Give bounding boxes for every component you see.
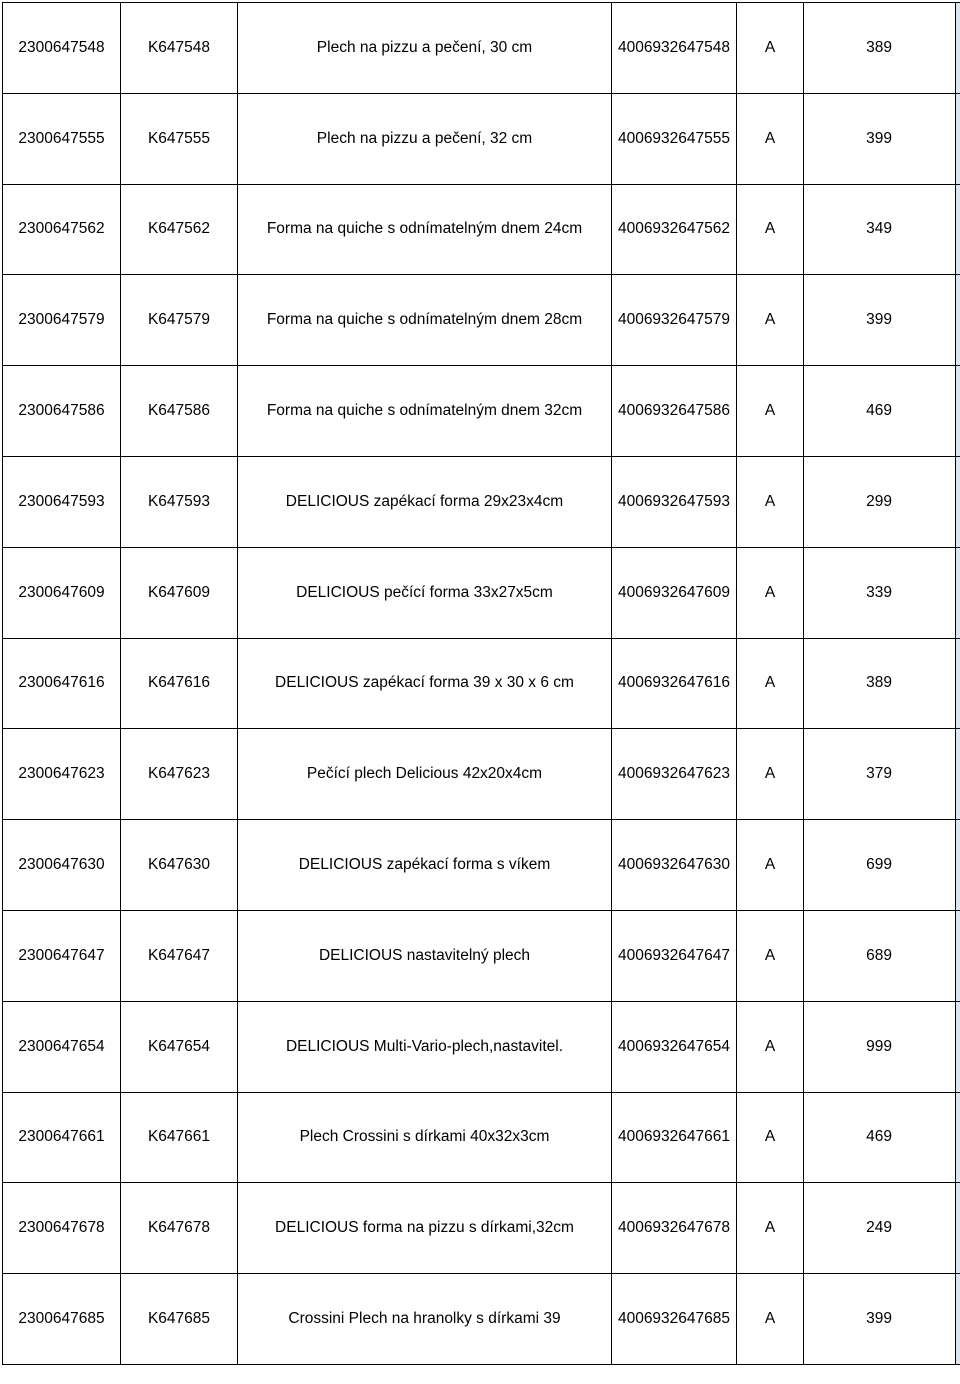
table-row bbox=[3, 729, 960, 820]
price-cell: 349 bbox=[804, 184, 956, 275]
article-number-cell: K647609 bbox=[121, 547, 238, 638]
product-code-cell: 2300647586 bbox=[3, 366, 121, 457]
table-row bbox=[3, 547, 960, 638]
product-name-cell: Plech na pizzu a pečení, 32 cm bbox=[238, 93, 612, 184]
class-cell: A bbox=[737, 366, 804, 457]
price-cell: 699 bbox=[804, 820, 956, 911]
class-cell: A bbox=[737, 1092, 804, 1183]
product-code-cell: 2300647609 bbox=[3, 547, 121, 638]
product-code-cell: 2300647678 bbox=[3, 1183, 121, 1274]
price-cell: 399 bbox=[804, 1274, 956, 1365]
product-code-cell: 2300647593 bbox=[3, 456, 121, 547]
product-code-cell: 2300647661 bbox=[3, 1092, 121, 1183]
table-row bbox=[3, 184, 960, 275]
price-cell: 399 bbox=[804, 275, 956, 366]
empty-highlight-cell bbox=[956, 820, 960, 911]
price-cell: 469 bbox=[804, 1092, 956, 1183]
article-number-cell: K647586 bbox=[121, 366, 238, 457]
product-code-cell: 2300647647 bbox=[3, 910, 121, 1001]
table-row bbox=[3, 456, 960, 547]
empty-highlight-cell bbox=[956, 1092, 960, 1183]
class-cell: A bbox=[737, 1001, 804, 1092]
product-name-cell: Forma na quiche s odnímatelným dnem 32cm bbox=[238, 366, 612, 457]
class-cell: A bbox=[737, 275, 804, 366]
ean-cell: 4006932647616 bbox=[612, 638, 737, 729]
article-number-cell: K647647 bbox=[121, 910, 238, 1001]
empty-highlight-cell bbox=[956, 456, 960, 547]
article-number-cell: K647623 bbox=[121, 729, 238, 820]
article-number-cell: K647579 bbox=[121, 275, 238, 366]
table-row bbox=[3, 3, 960, 94]
ean-cell: 4006932647623 bbox=[612, 729, 737, 820]
product-name-cell: DELICIOUS nastavitelný plech bbox=[238, 910, 612, 1001]
empty-highlight-cell bbox=[956, 184, 960, 275]
class-cell: A bbox=[737, 547, 804, 638]
product-code-cell: 2300647616 bbox=[3, 638, 121, 729]
table-row bbox=[3, 1183, 960, 1274]
table-row bbox=[3, 275, 960, 366]
product-code-cell: 2300647548 bbox=[3, 3, 121, 94]
product-rows bbox=[3, 3, 960, 1365]
product-code-cell: 2300647555 bbox=[3, 93, 121, 184]
ean-cell: 4006932647579 bbox=[612, 275, 737, 366]
product-name-cell: Crossini Plech na hranolky s dírkami 39 bbox=[238, 1274, 612, 1365]
table-row bbox=[3, 820, 960, 911]
product-name-cell: DELICIOUS zapékací forma 39 x 30 x 6 cm bbox=[238, 638, 612, 729]
empty-highlight-cell bbox=[956, 93, 960, 184]
product-code-cell: 2300647630 bbox=[3, 820, 121, 911]
class-cell: A bbox=[737, 184, 804, 275]
article-number-cell: K647654 bbox=[121, 1001, 238, 1092]
class-cell: A bbox=[737, 729, 804, 820]
class-cell: A bbox=[737, 820, 804, 911]
ean-cell: 4006932647609 bbox=[612, 547, 737, 638]
empty-highlight-cell bbox=[956, 3, 960, 94]
empty-highlight-cell bbox=[956, 729, 960, 820]
class-cell: A bbox=[737, 93, 804, 184]
product-name-cell: DELICIOUS Multi-Vario-plech,nastavitel. bbox=[238, 1001, 612, 1092]
table-row bbox=[3, 1001, 960, 1092]
ean-cell: 4006932647630 bbox=[612, 820, 737, 911]
empty-highlight-cell bbox=[956, 366, 960, 457]
table-row bbox=[3, 366, 960, 457]
class-cell: A bbox=[737, 1274, 804, 1365]
class-cell: A bbox=[737, 638, 804, 729]
ean-cell: 4006932647678 bbox=[612, 1183, 737, 1274]
ean-cell: 4006932647661 bbox=[612, 1092, 737, 1183]
class-cell: A bbox=[737, 1183, 804, 1274]
product-price-table bbox=[2, 2, 960, 1365]
article-number-cell: K647616 bbox=[121, 638, 238, 729]
product-code-cell: 2300647579 bbox=[3, 275, 121, 366]
article-number-cell: K647661 bbox=[121, 1092, 238, 1183]
table-row bbox=[3, 910, 960, 1001]
article-number-cell: K647548 bbox=[121, 3, 238, 94]
table-row bbox=[3, 1092, 960, 1183]
ean-cell: 4006932647562 bbox=[612, 184, 737, 275]
product-name-cell: DELICIOUS pečící forma 33x27x5cm bbox=[238, 547, 612, 638]
article-number-cell: K647685 bbox=[121, 1274, 238, 1365]
price-cell: 999 bbox=[804, 1001, 956, 1092]
ean-cell: 4006932647548 bbox=[612, 3, 737, 94]
article-number-cell: K647555 bbox=[121, 93, 238, 184]
article-number-cell: K647562 bbox=[121, 184, 238, 275]
table-row bbox=[3, 1274, 960, 1365]
product-name-cell: Plech Crossini s dírkami 40x32x3cm bbox=[238, 1092, 612, 1183]
ean-cell: 4006932647647 bbox=[612, 910, 737, 1001]
price-cell: 689 bbox=[804, 910, 956, 1001]
article-number-cell: K647630 bbox=[121, 820, 238, 911]
product-code-cell: 2300647562 bbox=[3, 184, 121, 275]
product-name-cell: Pečící plech Delicious 42x20x4cm bbox=[238, 729, 612, 820]
empty-highlight-cell bbox=[956, 1001, 960, 1092]
price-cell: 469 bbox=[804, 366, 956, 457]
price-cell: 399 bbox=[804, 93, 956, 184]
empty-highlight-cell bbox=[956, 638, 960, 729]
ean-cell: 4006932647593 bbox=[612, 456, 737, 547]
product-name-cell: DELICIOUS zapékací forma s víkem bbox=[238, 820, 612, 911]
ean-cell: 4006932647654 bbox=[612, 1001, 737, 1092]
class-cell: A bbox=[737, 3, 804, 94]
product-name-cell: Forma na quiche s odnímatelným dnem 24cm bbox=[238, 184, 612, 275]
class-cell: A bbox=[737, 910, 804, 1001]
price-cell: 379 bbox=[804, 729, 956, 820]
product-code-cell: 2300647685 bbox=[3, 1274, 121, 1365]
empty-highlight-cell bbox=[956, 1183, 960, 1274]
article-number-cell: K647593 bbox=[121, 456, 238, 547]
price-cell: 299 bbox=[804, 456, 956, 547]
ean-cell: 4006932647685 bbox=[612, 1274, 737, 1365]
ean-cell: 4006932647555 bbox=[612, 93, 737, 184]
product-name-cell: DELICIOUS zapékací forma 29x23x4cm bbox=[238, 456, 612, 547]
product-code-cell: 2300647623 bbox=[3, 729, 121, 820]
table-row bbox=[3, 93, 960, 184]
product-code-cell: 2300647654 bbox=[3, 1001, 121, 1092]
empty-highlight-cell bbox=[956, 547, 960, 638]
class-cell: A bbox=[737, 456, 804, 547]
product-name-cell: Forma na quiche s odnímatelným dnem 28cm bbox=[238, 275, 612, 366]
price-cell: 339 bbox=[804, 547, 956, 638]
table-row bbox=[3, 638, 960, 729]
price-cell: 389 bbox=[804, 638, 956, 729]
product-name-cell: Plech na pizzu a pečení, 30 cm bbox=[238, 3, 612, 94]
price-cell: 249 bbox=[804, 1183, 956, 1274]
article-number-cell: K647678 bbox=[121, 1183, 238, 1274]
ean-cell: 4006932647586 bbox=[612, 366, 737, 457]
empty-highlight-cell bbox=[956, 910, 960, 1001]
empty-highlight-cell bbox=[956, 1274, 960, 1365]
price-cell: 389 bbox=[804, 3, 956, 94]
empty-highlight-cell bbox=[956, 275, 960, 366]
product-name-cell: DELICIOUS forma na pizzu s dírkami,32cm bbox=[238, 1183, 612, 1274]
